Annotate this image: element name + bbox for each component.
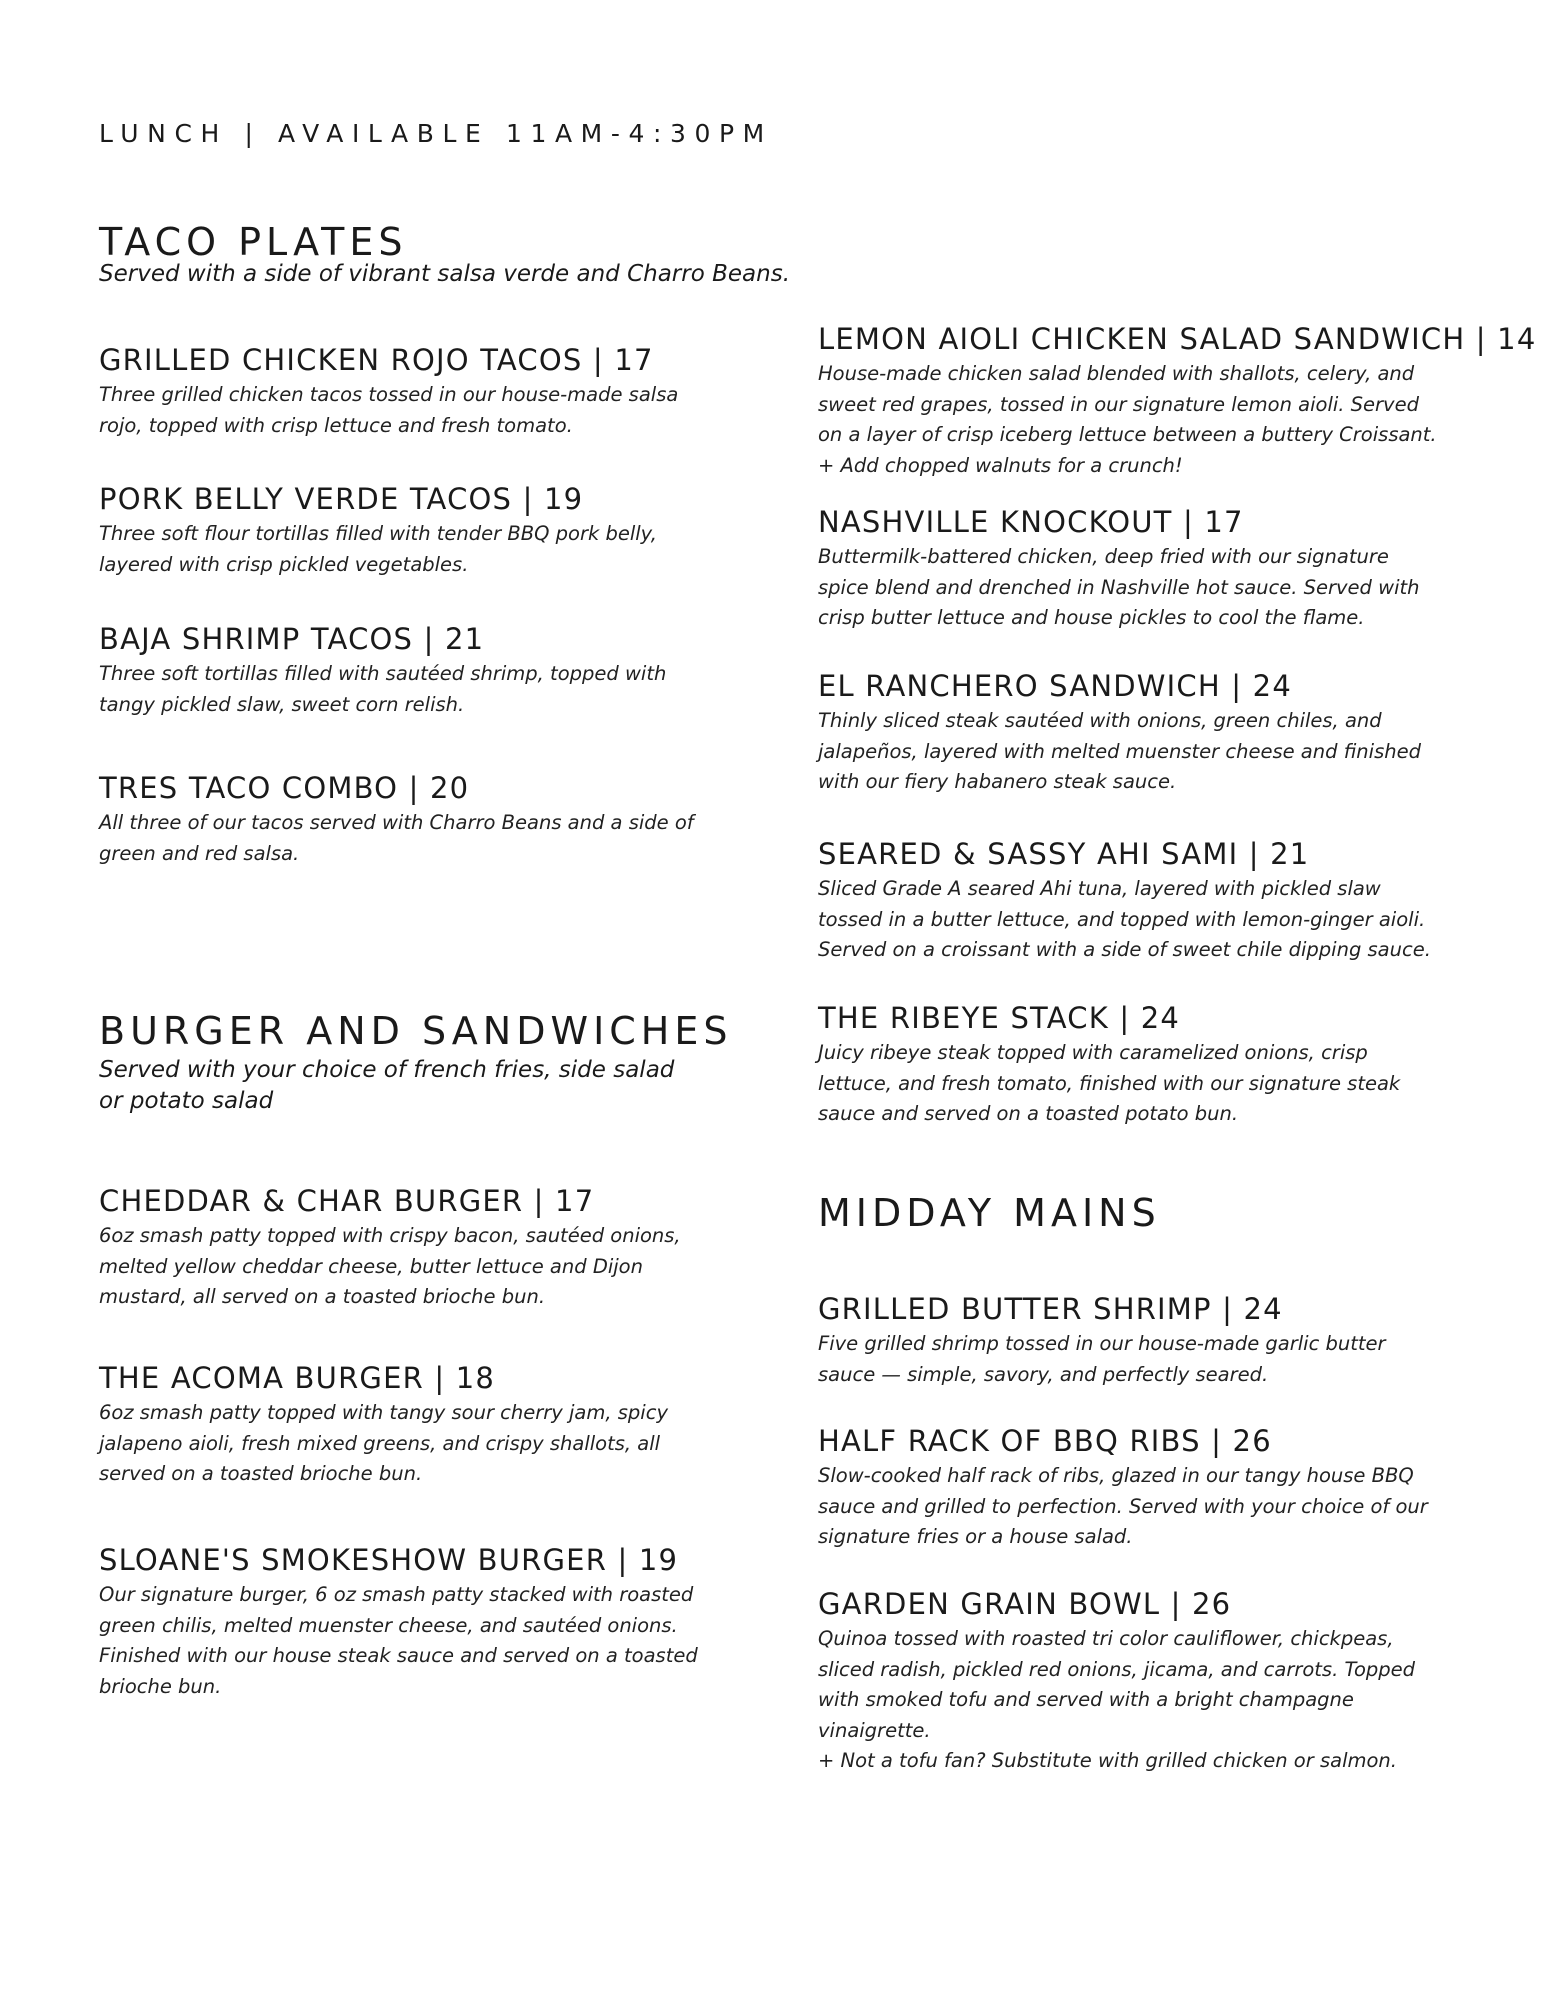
desc-line: sauce — simple, savory, and perfectly seared.	[818, 1362, 1269, 1386]
desc-line: tossed in a butter lettuce, and topped with lemon-ginger aioli.	[818, 907, 1426, 931]
menu-item-description	[818, 542, 1518, 634]
desc-line: Five grilled shrimp tossed in our house-made garlic butter	[818, 1332, 1386, 1355]
menu-item-description	[818, 359, 1518, 481]
menu-item-description	[99, 808, 749, 869]
menu-item	[818, 1001, 1518, 1130]
burgers-title: BURGER AND SANDWICHES	[99, 1009, 733, 1053]
menu-item	[99, 1543, 749, 1702]
menu-item-title: LEMON AIOLI CHICKEN SALAD SANDWICH | 14	[818, 322, 1537, 356]
desc-line: Thinly sliced steak sautéed with onions, green chiles, and	[818, 709, 1382, 732]
taco-plates-subtitle: Served with a side of vibrant salsa verde and Charro Beans.	[99, 261, 790, 287]
menu-item	[818, 1587, 1518, 1777]
subtitle-line: Served with your choice of french fries, side salad	[99, 1057, 675, 1083]
menu-item-description	[99, 1398, 749, 1490]
taco-plates-title: TACO PLATES	[99, 220, 408, 264]
desc-line: + Not a tofu fan? Substitute with grilled chicken or salmon.	[818, 1749, 1397, 1772]
menu-item-description	[818, 706, 1518, 798]
desc-line: crisp butter lettuce and house pickles to cool the flame.	[818, 606, 1365, 629]
desc-line: Slow-cooked half rack of ribs, glazed in our tangy house BBQ	[818, 1464, 1414, 1487]
desc-line: Juicy ribeye steak topped with caramelized onions, crisp	[818, 1041, 1368, 1064]
menu-item-description	[99, 380, 749, 441]
desc-line: Sliced Grade A seared Ahi tuna, layered with pickled slaw	[818, 877, 1381, 900]
menu-item	[818, 837, 1518, 966]
menu-item-title: GRILLED CHICKEN ROJO TACOS | 17	[99, 343, 654, 377]
menu-item	[99, 343, 749, 441]
desc-line: jalapeno aioli, fresh mixed greens, and crispy shallots, all	[99, 1431, 661, 1455]
desc-line: served on a toasted brioche bun.	[99, 1462, 423, 1485]
menu-item	[99, 622, 749, 720]
desc-line: sliced radish, pickled red onions, jicama, and carrots. Topped	[818, 1657, 1416, 1681]
menu-item	[99, 771, 749, 869]
desc-line: Served on a croissant with a side of sweet chile dipping sauce.	[818, 938, 1431, 961]
desc-line: sauce and served on a toasted potato bun.	[818, 1102, 1239, 1125]
desc-line: layered with crisp pickled vegetables.	[99, 552, 469, 576]
desc-line: vinaigrette.	[818, 1718, 931, 1742]
desc-line: Our signature burger, 6 oz smash patty stacked with roasted	[99, 1583, 694, 1606]
menu-item-title: GARDEN GRAIN BOWL | 26	[818, 1587, 1232, 1621]
menu-item-title: NASHVILLE KNOCKOUT | 17	[818, 505, 1244, 539]
desc-line: House-made chicken salad blended with shallots, celery, and	[818, 362, 1415, 385]
desc-line: spice blend and drenched in Nashville hot sauce. Served with	[818, 575, 1420, 599]
menu-item-title: PORK BELLY VERDE TACOS | 19	[99, 482, 584, 516]
desc-line: sweet red grapes, tossed in our signature lemon aioli. Served	[818, 392, 1419, 416]
menu-item-description	[818, 874, 1518, 966]
desc-line: lettuce, and fresh tomato, finished with our signature steak	[818, 1071, 1401, 1095]
desc-line: melted yellow cheddar cheese, butter lettuce and Dijon	[99, 1254, 643, 1278]
desc-line: Buttermilk-battered chicken, deep fried with our signature	[818, 545, 1389, 568]
menu-item-description	[818, 1038, 1518, 1130]
menu-item-title: THE RIBEYE STACK | 24	[818, 1001, 1181, 1035]
menu-item-title: HALF RACK OF BBQ RIBS | 26	[818, 1424, 1272, 1458]
menu-item	[99, 1361, 749, 1490]
menu-item	[818, 505, 1518, 634]
desc-line: brioche bun.	[99, 1674, 222, 1698]
midday-mains-title: MIDDAY MAINS	[818, 1191, 1161, 1235]
menu-item-description	[818, 1329, 1518, 1390]
desc-line: green and red salsa.	[99, 841, 300, 865]
menu-item-description	[99, 519, 749, 580]
desc-line: with our fiery habanero steak sauce.	[818, 770, 1177, 793]
menu-item-title: EL RANCHERO SANDWICH | 24	[818, 669, 1292, 703]
menu-item-description	[818, 1461, 1518, 1553]
desc-line: 6oz smash patty topped with tangy sour cherry jam, spicy	[99, 1401, 668, 1424]
menu-item-title: GRILLED BUTTER SHRIMP | 24	[818, 1292, 1283, 1326]
desc-line: All three of our tacos served with Charro Beans and a side of	[99, 811, 694, 834]
desc-line: sauce and grilled to perfection. Served with your choice of our	[818, 1494, 1428, 1518]
desc-line: Three soft flour tortillas filled with tender BBQ pork belly,	[99, 522, 657, 545]
menu-item-title: BAJA SHRIMP TACOS | 21	[99, 622, 485, 656]
burgers-subtitle	[99, 1055, 674, 1117]
menu-item-description	[99, 1221, 749, 1313]
desc-line: rojo, topped with crisp lettuce and fresh tomato.	[99, 413, 573, 437]
menu-item-title: TRES TACO COMBO | 20	[99, 771, 470, 805]
desc-line: with smoked tofu and served with a bright champagne	[818, 1688, 1354, 1711]
desc-line: signature fries or a house salad.	[818, 1525, 1133, 1548]
desc-line: on a layer of crisp iceberg lettuce between a buttery Croissant.	[818, 423, 1437, 446]
desc-line: 6oz smash patty topped with crispy bacon, sautéed onions,	[99, 1224, 681, 1247]
desc-line: Three soft tortillas filled with sautéed shrimp, topped with	[99, 662, 667, 685]
desc-line: + Add chopped walnuts for a crunch!	[818, 453, 1183, 477]
desc-line: jalapeños, layered with melted muenster cheese and finished	[818, 739, 1421, 763]
menu-item-description	[818, 1624, 1518, 1777]
menu-item	[99, 482, 749, 580]
menu-item	[818, 1424, 1518, 1553]
menu-item-title: SLOANE'S SMOKESHOW BURGER | 19	[99, 1543, 679, 1577]
menu-item-description	[99, 659, 749, 720]
desc-line: green chilis, melted muenster cheese, and sautéed onions.	[99, 1613, 678, 1637]
desc-line: Quinoa tossed with roasted tri color cauliflower, chickpeas,	[818, 1627, 1394, 1650]
menu-item	[818, 669, 1518, 798]
menu-item	[818, 1292, 1518, 1390]
menu-item-title: THE ACOMA BURGER | 18	[99, 1361, 496, 1395]
menu-item	[99, 1184, 749, 1313]
desc-line: Finished with our house steak sauce and served on a toasted	[99, 1644, 698, 1667]
desc-line: tangy pickled slaw, sweet corn relish.	[99, 692, 465, 716]
desc-line: Three grilled chicken tacos tossed in our house-made salsa	[99, 383, 679, 406]
menu-item-title: CHEDDAR & CHAR BURGER | 17	[99, 1184, 595, 1218]
menu-header: LUNCH | AVAILABLE 11AM-4:30PM	[99, 119, 773, 148]
subtitle-line: or potato salad	[99, 1088, 274, 1114]
menu-item-description	[99, 1580, 749, 1702]
menu-item	[818, 322, 1537, 481]
menu-item-title: SEARED & SASSY AHI SAMI | 21	[818, 837, 1310, 871]
desc-line: mustard, all served on a toasted brioche bun.	[99, 1285, 546, 1308]
